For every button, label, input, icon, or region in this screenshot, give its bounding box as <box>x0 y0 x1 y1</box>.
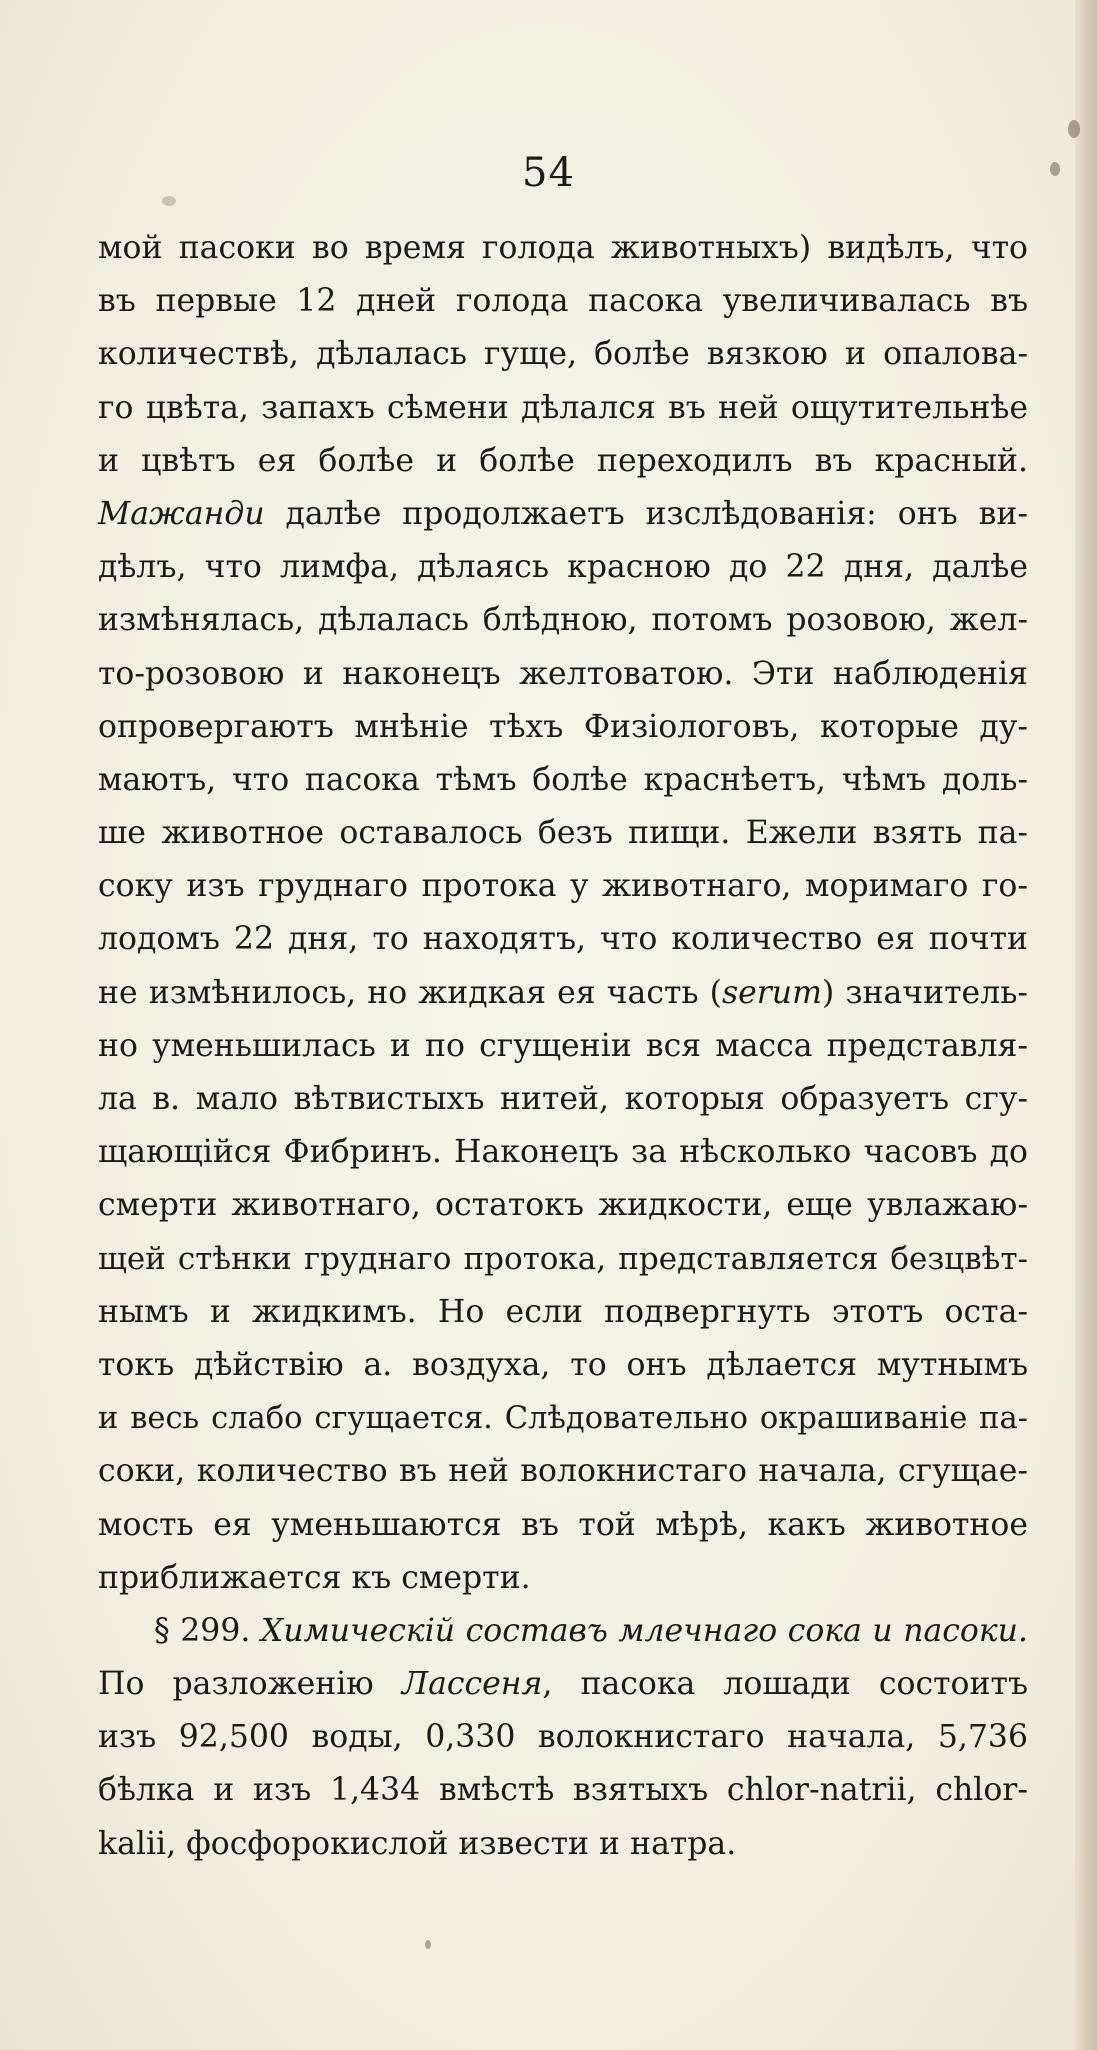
page-number: 54 <box>522 150 575 196</box>
body-text <box>98 222 1028 1871</box>
text-run: маютъ, что пасока тѣмъ болѣе краснѣетъ, чѣмъ доль- <box>98 761 1028 798</box>
text-line <box>98 913 1028 966</box>
text-line <box>98 754 1028 807</box>
text-run: ше животное оставалось безъ пищи. Ежели взять па- <box>98 815 1028 852</box>
text-line <box>98 1233 1028 1286</box>
text-run: § 299. <box>154 1612 261 1649</box>
ink-spot <box>1068 120 1080 138</box>
text-run: и весь слабо сгущается. Слѣдовательно окрашиваніе па- <box>98 1401 1028 1437</box>
text-line <box>98 1073 1028 1126</box>
ink-spot <box>162 196 176 206</box>
text-line <box>98 648 1028 701</box>
text-line <box>98 1339 1028 1392</box>
text-line <box>98 1605 1028 1658</box>
text-run: мость ея уменьшаются въ той мѣрѣ, какъ животное <box>98 1506 1028 1543</box>
text-run: измѣнялась, дѣлалась блѣдною, потомъ розовою, жел- <box>98 602 1028 639</box>
ink-spot <box>425 1940 431 1949</box>
text-line <box>98 1392 1028 1445</box>
text-line <box>98 1445 1028 1498</box>
italic-text: serum <box>721 974 822 1011</box>
text-line <box>98 807 1028 860</box>
text-run: ла в. мало вѣтвистыхъ нитей, которыя образуетъ сгу- <box>98 1081 1028 1117</box>
text-run: въ первые 12 дней голода пасока увеличивалась въ <box>98 283 1028 320</box>
text-run: мой пасоки во время голода животныхъ) видѣлъ, что <box>98 230 1028 266</box>
text-run: далѣе продолжаетъ изслѣдованія: онъ ви- <box>264 495 1028 532</box>
text-run: щающійся Фибринъ. Наконецъ за нѣсколько часовъ до <box>98 1134 1028 1171</box>
text-line <box>98 541 1028 594</box>
text-run: соку изъ груднаго протока у животнаго, моримаго го- <box>98 868 1028 905</box>
text-run: щей стѣнки груднаго протока, представляется безцвѣт- <box>98 1240 1028 1277</box>
text-run: опровергаютъ мнѣніе тѣхъ Физіологовъ, которые ду- <box>98 708 1028 745</box>
text-line <box>98 967 1028 1020</box>
italic-text: Химическій составъ млечнаго сока и пасоки. <box>260 1612 1028 1649</box>
text-line <box>98 594 1028 647</box>
text-run: ) значитель- <box>821 974 1028 1011</box>
text-run: го цвѣта, запахъ сѣмени дѣлался въ ней ощутительнѣе <box>98 389 1028 426</box>
text-run: kalii, фосфорокислой извести и натра. <box>98 1825 737 1862</box>
text-line <box>98 701 1028 754</box>
italic-text: Мажанди <box>98 495 265 532</box>
text-line <box>98 222 1028 275</box>
text-line <box>98 1179 1028 1232</box>
text-line <box>98 382 1028 435</box>
text-run: соки, количество въ ней волокнистаго начала, сгущае- <box>98 1453 1028 1490</box>
page-edge-shadow <box>1075 0 1097 2050</box>
text-line <box>98 1818 1028 1871</box>
text-run: По разложенію <box>98 1666 402 1703</box>
ink-spot <box>463 1842 470 1849</box>
text-run: дѣлъ, что лимфа, дѣлаясь красною до 22 дня, далѣе <box>98 549 1028 586</box>
italic-text: Лассеня <box>401 1666 543 1703</box>
text-line <box>98 1658 1028 1711</box>
text-line <box>98 1552 1028 1605</box>
text-line <box>98 1499 1028 1552</box>
text-run: лодомъ 22 дня, то находятъ, что количество ея почти <box>98 921 1028 958</box>
ink-spot <box>1050 162 1060 176</box>
text-run: бѣлка и изъ 1,434 вмѣстѣ взятыхъ chlor-natrii, chlor- <box>98 1772 1028 1809</box>
text-run: изъ 92,500 воды, 0,330 волокнистаго начала, 5,736 <box>98 1719 1028 1756</box>
text-line <box>98 1286 1028 1339</box>
text-line <box>98 435 1028 488</box>
text-run: токъ дѣйствію а. воздуха, то онъ дѣлается мутнымъ <box>98 1346 1028 1383</box>
text-run: смерти животнаго, остатокъ жидкости, еще увлажаю- <box>98 1187 1028 1224</box>
text-run: нымъ и жидкимъ. Но если подвергнуть этотъ оста- <box>98 1293 1028 1330</box>
text-run: не измѣнилось, но жидкая ея часть ( <box>98 974 722 1011</box>
text-run: , пасока лошади состоитъ <box>542 1666 1028 1703</box>
text-line <box>98 1764 1028 1817</box>
text-line <box>98 1126 1028 1179</box>
text-line <box>98 1711 1028 1764</box>
text-run: но уменьшилась и по сгущеніи вся масса представля- <box>98 1027 1028 1064</box>
text-run: и цвѣтъ ея болѣе и болѣе переходилъ въ красный. <box>98 442 1028 479</box>
text-line <box>98 488 1028 541</box>
text-run: то-розовою и наконецъ желтоватою. Эти наблюденія <box>98 655 1028 692</box>
text-line <box>98 860 1028 913</box>
text-run: приближается къ смерти. <box>98 1559 531 1596</box>
text-line <box>98 328 1028 381</box>
text-line <box>98 1020 1028 1073</box>
text-run: количествѣ, дѣлалась гуще, болѣе вязкою и опалова- <box>98 336 1028 373</box>
text-line <box>98 275 1028 328</box>
